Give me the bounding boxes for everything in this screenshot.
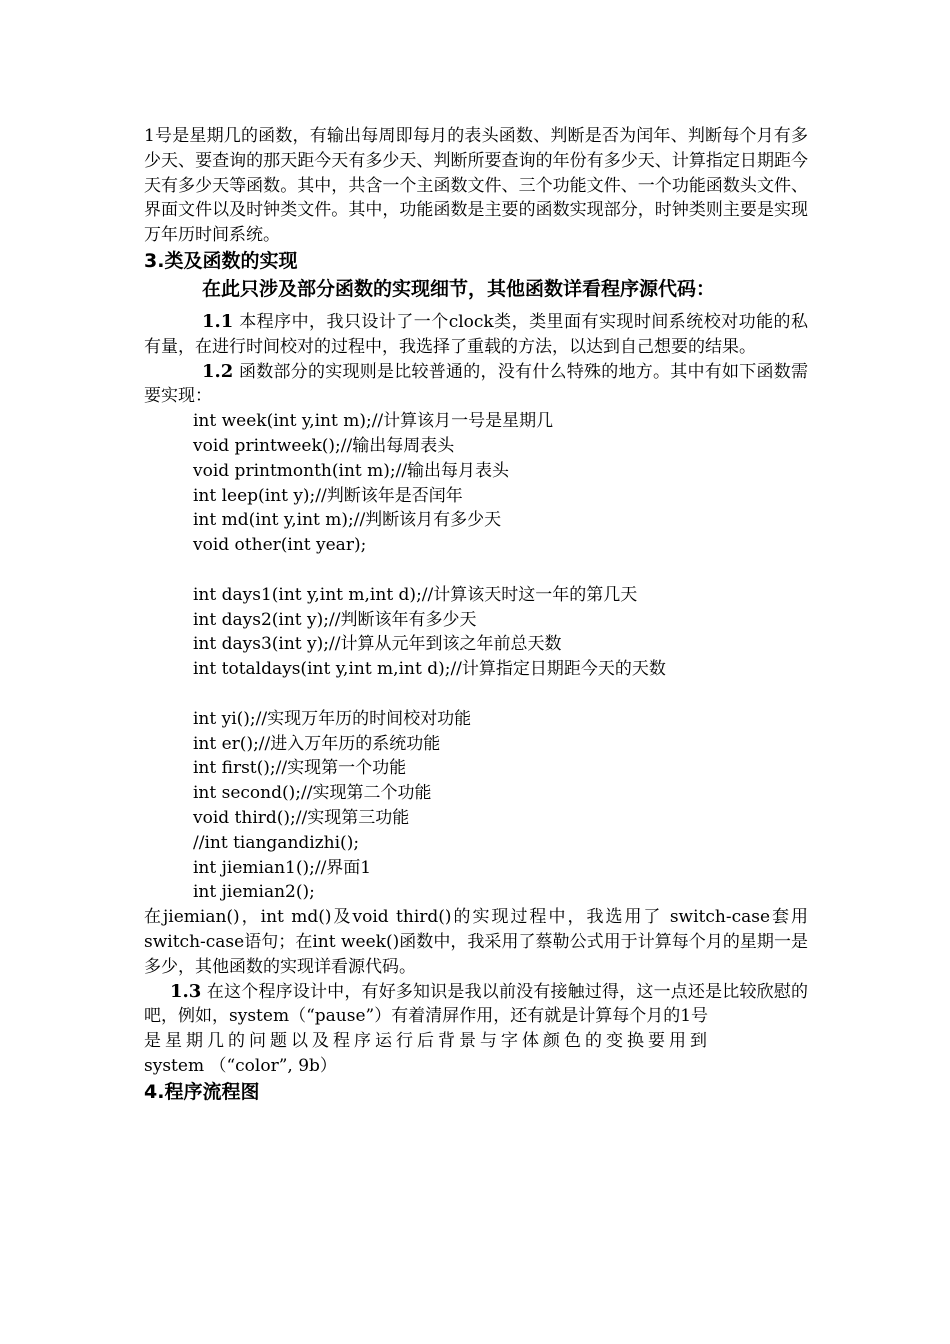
function-item: int days2(int y);//判断该年有多少天 (193, 609, 477, 630)
function-item: void printmonth(int m);//输出每月表头 (193, 460, 510, 481)
paragraph-1-2-number: 1.2 (202, 360, 234, 382)
blank-line (193, 558, 808, 583)
paragraph-1-2-text: 函数部分的实现则是比较普通的，没有什么特殊的地方。其中有如下函数需要实现： (144, 361, 808, 407)
function-item: int first();//实现第一个功能 (193, 758, 407, 779)
section-3-subheading: 在此只涉及部分函数的实现细节，其他函数详看程序源代码： (202, 277, 716, 300)
paragraph-1-3-line-spaced: 是星期几的问题以及程序运行后背景与字体颜色的变换要用到 (144, 1031, 711, 1052)
paragraph-1-3-text: 在这个程序设计中，有好多知识是我以前没有接触过得，这一点还是比较欣慰的吧，例如，system（“pause”）有着清屏作用，还有就是计算每个月的1号 (144, 981, 808, 1027)
function-item: int second();//实现第二个功能 (193, 783, 432, 804)
blank-line (193, 682, 808, 707)
function-item: int days1(int y,int m,int d);//计算该天时这一年的第几天 (193, 584, 638, 605)
function-item: int days3(int y);//计算从元年到该之年前总天数 (193, 634, 562, 655)
switch-case-paragraph: 在jiemian()，int md()及void third()的实现过程中，我选用了 switch-case套用switch-case语句；在int week()函数中，我采用了蔡勒公式用于计算每个月的星期一是多少，其他函数的实现详看源代码。 (144, 907, 808, 977)
function-item: int er();//进入万年历的系统功能 (193, 733, 441, 754)
function-item: void printweek();//输出每周表头 (193, 435, 455, 456)
document-page (144, 124, 808, 1105)
section-4-heading: 4.程序流程图 (144, 1080, 260, 1103)
function-item: void third();//实现第三功能 (193, 807, 410, 828)
function-list (144, 409, 808, 905)
paragraph-1-1 (144, 310, 808, 360)
paragraph-1-1-text: 本程序中，我只设计了一个clock类，类里面有实现时间系统校对功能的私有量，在进行时间校对的过程中，我选择了重载的方法，以达到自己想要的结果。 (144, 311, 808, 357)
paragraph-1-3-last-line: system （“color”, 9b） (144, 1055, 337, 1076)
paragraph-1-3 (144, 980, 808, 1030)
function-item: int totaldays(int y,int m,int d);//计算指定日期距今天的天数 (193, 659, 666, 680)
function-item: int jiemian1();//界面1 (193, 857, 372, 878)
section-3-heading: 3.类及函数的实现 (144, 249, 298, 272)
function-item: void other(int year); (193, 535, 367, 556)
function-item: int week(int y,int m);//计算该月一号是星期几 (193, 411, 554, 432)
function-item: int leep(int y);//判断该年是否闰年 (193, 485, 463, 506)
function-item: int md(int y,int m);//判断该月有多少天 (193, 510, 502, 531)
function-item: //int tiangandizhi(); (193, 832, 360, 853)
paragraph-1-1-number: 1.1 (202, 310, 234, 332)
intro-paragraph: 1号是星期几的函数，有输出每周即每月的表头函数、判断是否为闰年、判断每个月有多少天、要查询的那天距今天有多少天、判断所要查询的年份有多少天、计算指定日期距今天有多少天等函数。其中，共含一个主函数文件、三个功能文件、一个功能函数头文件、界面文件以及时钟类文件。其中，功能函数是主要的函数实现部分，时钟类则主要是实现万年历时间系统。 (144, 126, 808, 246)
paragraph-1-3-number: 1.3 (170, 980, 202, 1002)
function-item: int yi();//实现万年历的时间校对功能 (193, 708, 472, 729)
function-item: int jiemian2(); (193, 882, 315, 903)
paragraph-1-2 (144, 360, 808, 410)
